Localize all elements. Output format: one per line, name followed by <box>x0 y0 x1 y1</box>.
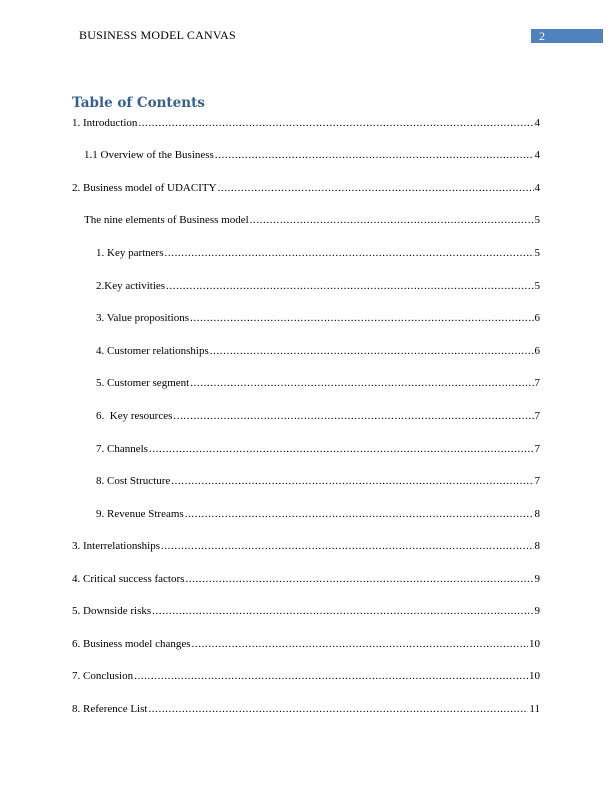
toc-entry-page: 9 <box>534 605 540 617</box>
toc-leader-dots <box>185 572 533 586</box>
toc-entry-text: 2. Business model of UDACITY <box>72 182 217 194</box>
toc-entry-text: 6. Business model changes <box>72 638 191 650</box>
toc-entry-page: 7 <box>534 410 540 422</box>
toc-entry[interactable] <box>96 507 540 521</box>
toc-entry-page: 4 <box>534 182 540 194</box>
toc-entry[interactable] <box>96 246 540 260</box>
toc-leader-dots <box>173 409 533 423</box>
toc-leader-dots <box>210 344 534 358</box>
toc-leader-dots <box>161 539 534 553</box>
toc-entry[interactable] <box>96 344 540 358</box>
toc-entry-page: 6 <box>534 312 540 324</box>
toc-entry-page: 5 <box>534 247 540 259</box>
toc-entry-page: 10 <box>529 670 540 682</box>
toc-leader-dots <box>185 507 534 521</box>
toc-entry-text: 3. Interrelationships <box>72 540 160 552</box>
toc-leader-dots <box>165 246 534 260</box>
toc-entry-page: 7 <box>534 443 540 455</box>
toc-entry[interactable] <box>96 279 540 293</box>
toc-entry-page: 5 <box>534 214 540 226</box>
toc-entry[interactable] <box>72 702 540 716</box>
toc-leader-dots <box>134 669 528 683</box>
toc-leader-dots <box>215 148 534 162</box>
toc-entry[interactable] <box>84 213 540 227</box>
toc-entry-text: 5. Customer segment <box>96 377 190 389</box>
toc-entry[interactable] <box>72 181 540 195</box>
toc-entry-page: 8 <box>534 540 540 552</box>
toc-leader-dots <box>148 702 528 716</box>
toc-entry-page: 11 <box>529 703 540 715</box>
toc-leader-dots <box>190 311 534 325</box>
toc-entry[interactable] <box>72 637 540 651</box>
page-number-badge: 2 <box>531 29 603 43</box>
toc-leader-dots <box>152 604 533 618</box>
toc-entry-text: 7. Conclusion <box>72 670 134 682</box>
toc-entry[interactable] <box>72 604 540 618</box>
toc-entry[interactable] <box>96 442 540 456</box>
toc-entry[interactable] <box>72 572 540 586</box>
toc-leader-dots <box>138 116 533 130</box>
toc-entry[interactable] <box>96 311 540 325</box>
toc-entry-text: 5. Downside risks <box>72 605 152 617</box>
toc-leader-dots <box>218 181 534 195</box>
toc-entry-text: 1. Introduction <box>72 117 138 129</box>
toc-heading: Table of Contents <box>72 95 205 111</box>
toc-entry-page: 4 <box>534 149 540 161</box>
toc-entry-text: 1.1 Overview of the Business <box>84 149 214 161</box>
toc-entry[interactable] <box>72 539 540 553</box>
toc-entry[interactable] <box>84 148 540 162</box>
toc-entry[interactable] <box>72 116 540 130</box>
toc-entry-text: 7. Channels <box>96 443 148 455</box>
toc-entry-page: 6 <box>534 345 540 357</box>
toc-entry-text: 1. Key partners <box>96 247 164 259</box>
toc-entry[interactable] <box>96 474 540 488</box>
toc-entry-text: 8. Reference List <box>72 703 148 715</box>
toc-entry-page: 4 <box>534 117 540 129</box>
toc-entry[interactable] <box>96 376 540 390</box>
toc-entry-text: 4. Customer relationships <box>96 345 209 357</box>
toc-entry-text: 9. Revenue Streams <box>96 508 184 520</box>
toc-leader-dots <box>166 279 533 293</box>
toc-entry-text: 8. Cost Structure <box>96 475 171 487</box>
toc-leader-dots <box>250 213 534 227</box>
toc-entry-page: 10 <box>529 638 540 650</box>
toc-leader-dots <box>190 376 533 390</box>
toc-entry-text: 3. Value propositions <box>96 312 189 324</box>
toc-entry-text: 4. Critical success factors <box>72 573 185 585</box>
toc-leader-dots <box>149 442 534 456</box>
toc-leader-dots <box>171 474 533 488</box>
toc-entry-page: 7 <box>534 377 540 389</box>
toc-entry-text: 2.Key activities <box>96 280 166 292</box>
toc-entry-page: 8 <box>534 508 540 520</box>
toc-entry-page: 5 <box>534 280 540 292</box>
toc-entry-text: 6. Key resources <box>96 410 173 422</box>
toc-leader-dots <box>192 637 528 651</box>
toc-entry-page: 7 <box>534 475 540 487</box>
running-header-title: BUSINESS MODEL CANVAS <box>79 28 236 42</box>
toc-entry-text: The nine elements of Business model <box>84 214 249 226</box>
toc-entry[interactable] <box>96 409 540 423</box>
toc-entry-page: 9 <box>534 573 540 585</box>
toc-entry[interactable] <box>72 669 540 683</box>
